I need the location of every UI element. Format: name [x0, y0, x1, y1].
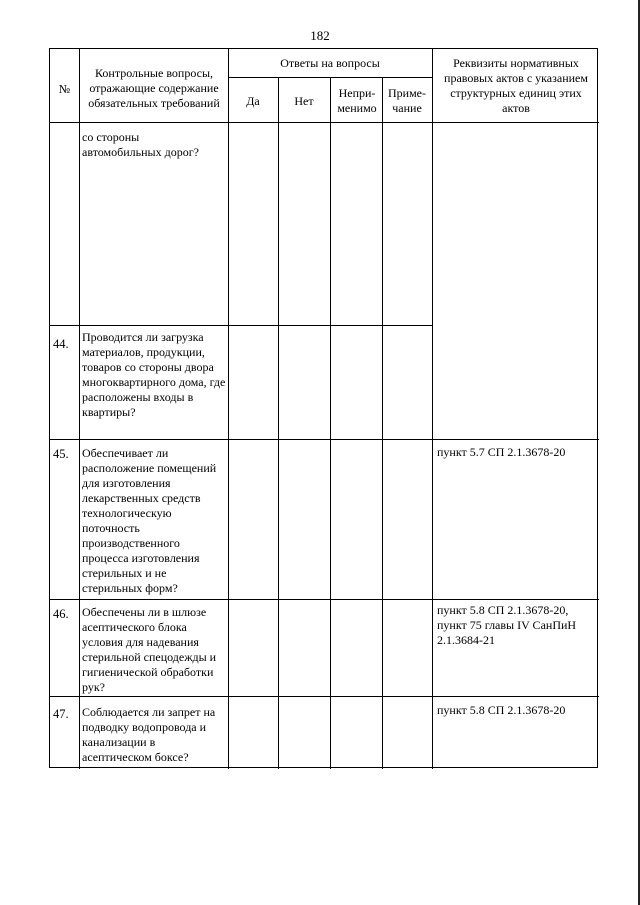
- header-yes: Да: [246, 94, 260, 108]
- requisites-text: пункт 5.7 СП 2.1.3678-20: [437, 445, 566, 459]
- header-no: Нет: [294, 94, 314, 108]
- row-divider: [50, 325, 432, 326]
- requisites-text: пункт 5.8 СП 2.1.3678-20, пункт 75 главы IV СанПиН 2.1.3684-21: [437, 603, 577, 647]
- row-divider: [50, 696, 599, 697]
- question-text: Обеспечены ли в шлюзе асептического блока условия для надевания стерильной спецодежды и гигиенической обработки рук?: [82, 605, 217, 694]
- row-number: 46.: [53, 607, 69, 621]
- question-text: Обеспечивает ли расположение помещений для изготовления лекарственных средств технологическую поточность производственного процесса изготовления стерильных и не стерильных форм?: [82, 446, 217, 595]
- col-divider: [382, 77, 383, 769]
- row-divider: [50, 122, 599, 123]
- row-number: 44.: [53, 337, 69, 351]
- question-text: Проводится ли загрузка материалов, продукции, товаров со стороны двора многоквартирного дома, где расположены входы в квартиры?: [82, 330, 226, 419]
- header-note: Приме-чание: [387, 86, 426, 115]
- header-question: Контрольные вопросы, отражающие содержание обязательных требований: [88, 66, 220, 110]
- question-text: со стороны автомобильных дорог?: [82, 130, 199, 159]
- row-divider: [228, 77, 432, 78]
- col-divider: [432, 49, 433, 769]
- header-requisites: Реквизиты нормативных правовых актов с указанием структурных единиц этих актов: [444, 56, 588, 115]
- col-divider: [79, 49, 80, 769]
- row-divider: [50, 599, 599, 600]
- header-num: №: [58, 82, 71, 96]
- row-number: 45.: [53, 447, 69, 461]
- col-divider: [278, 77, 279, 769]
- page-number: 182: [310, 28, 330, 43]
- row-divider: [50, 439, 599, 440]
- header-answers: Ответы на вопросы: [280, 56, 380, 70]
- col-divider: [330, 77, 331, 769]
- row-number: 47.: [53, 707, 69, 721]
- requisites-text: пункт 5.8 СП 2.1.3678-20: [437, 703, 566, 717]
- header-not-applicable: Непри-менимо: [337, 86, 377, 115]
- col-divider: [228, 49, 229, 769]
- question-text: Соблюдается ли запрет на подводку водопровода и канализации в асептическом боксе?: [82, 705, 216, 764]
- checklist-table: [49, 48, 598, 768]
